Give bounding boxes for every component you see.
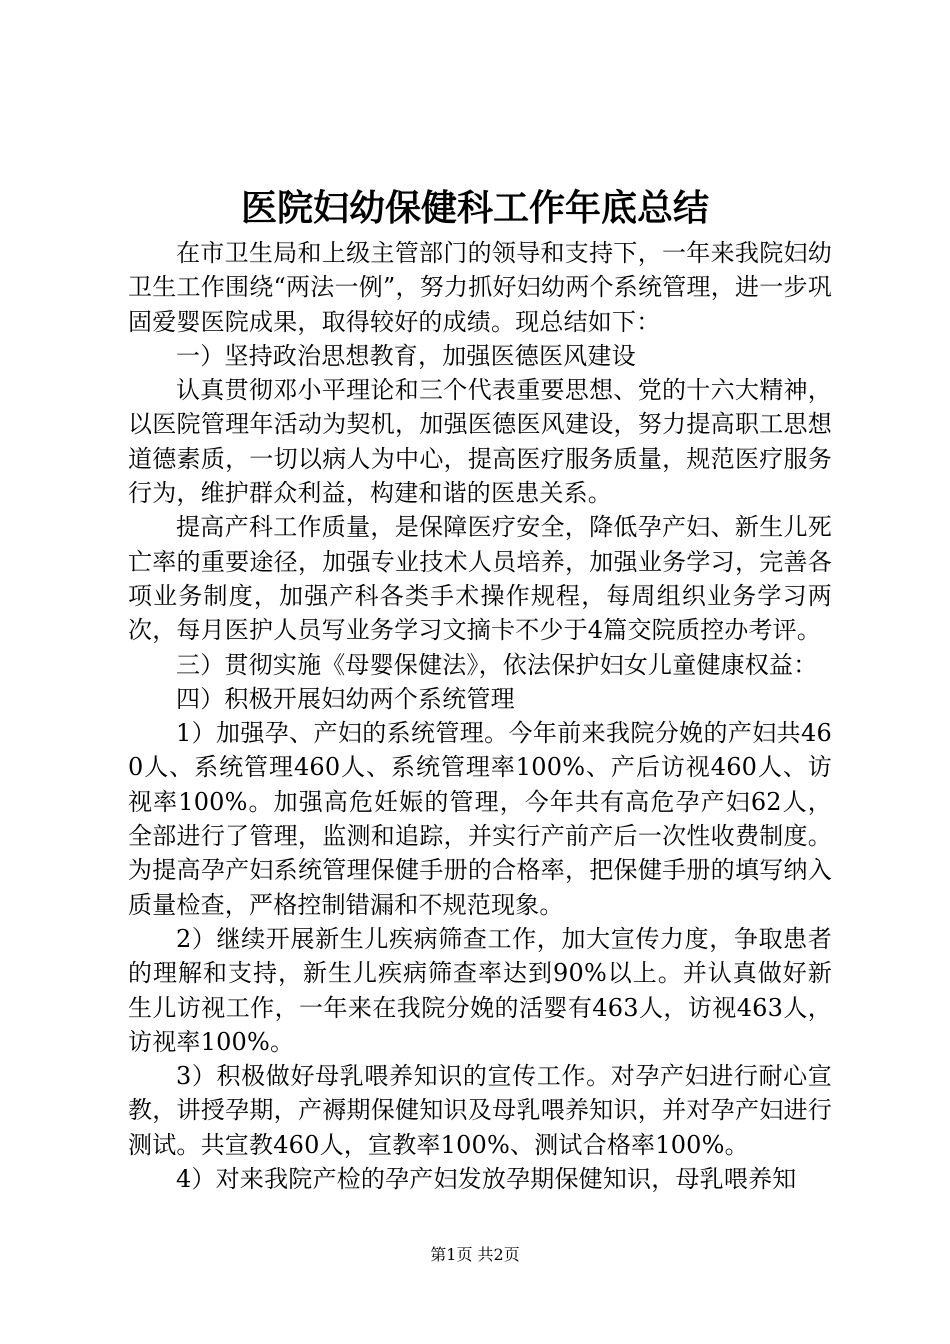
paragraph-item-1: 1）加强孕、产妇的系统管理。今年前来我院分娩的产妇共460人、系统管理460人、系统管理率100%、产后访视460人、访视率100%。加强高危妊娠的管理，今年共有高危孕产妇62人，全部进行了管理，监测和追踪，并实行产前产后一次性收费制度。为提高孕产妇系统管理保健手册的合格率，把保健手册的填写纳入质量检查，严格控制错漏和不规范现象。 xyxy=(128,719,832,919)
paragraph-obstetrics-quality: 提高产科工作质量，是保障医疗安全，降低孕产妇、新生儿死亡率的重要途径，加强专业技术人员培养，加强业务学习，完善各项业务制度，加强产科各类手术操作规程，每周组织业务学习两次，每月医护人员写业务学习文摘卡不少于4篇交院质控办考评。 xyxy=(128,513,832,645)
paragraph-item-4: 4）对来我院产检的孕产妇发放孕期保健知识，母乳喂养知 xyxy=(176,1165,797,1194)
section-heading-4: 四）积极开展妇幼两个系统管理 xyxy=(176,684,515,713)
paragraph-item-2: 2）继续开展新生儿疾病筛查工作，加大宣传力度，争取患者的理解和支持，新生儿疾病筛查率达到90%以上。并认真做好新生儿访视工作，一年来在我院分娩的活婴有463人，访视463人，访视率100%。 xyxy=(128,924,832,1056)
paragraph-ethics: 认真贯彻邓小平理论和三个代表重要思想、党的十六大精神，以医院管理年活动为契机，加强医德医风建设，努力提高职工思想道德素质，一切以病人为中心，提高医疗服务质量，规范医疗服务行为，维护群众利益，构建和谐的医患关系。 xyxy=(128,376,832,508)
document-body xyxy=(128,236,832,1196)
paragraph-intro: 在市卫生局和上级主管部门的领导和支持下，一年来我院妇幼卫生工作围绕“两法一例”，努力抓好妇幼两个系统管理，进一步巩固爱婴医院成果，取得较好的成绩。现总结如下： xyxy=(128,239,832,336)
page-number: 第1页 共2页 xyxy=(430,1245,520,1264)
page-footer xyxy=(0,1245,950,1265)
section-heading-1: 一）坚持政治思想教育，加强医德医风建设 xyxy=(176,341,636,370)
section-heading-3: 三）贯彻实施《母婴保健法》，依法保护妇女儿童健康权益： xyxy=(176,650,818,679)
paragraph-item-3: 3）积极做好母乳喂养知识的宣传工作。对孕产妇进行耐心宣教，讲授孕期，产褥期保健知识及母乳喂养知识，并对孕产妇进行测试。共宣教460人，宣教率100%、测试合格率100%。 xyxy=(128,1062,832,1159)
document-title: 医院妇幼保健科工作年底总结 xyxy=(240,187,709,229)
